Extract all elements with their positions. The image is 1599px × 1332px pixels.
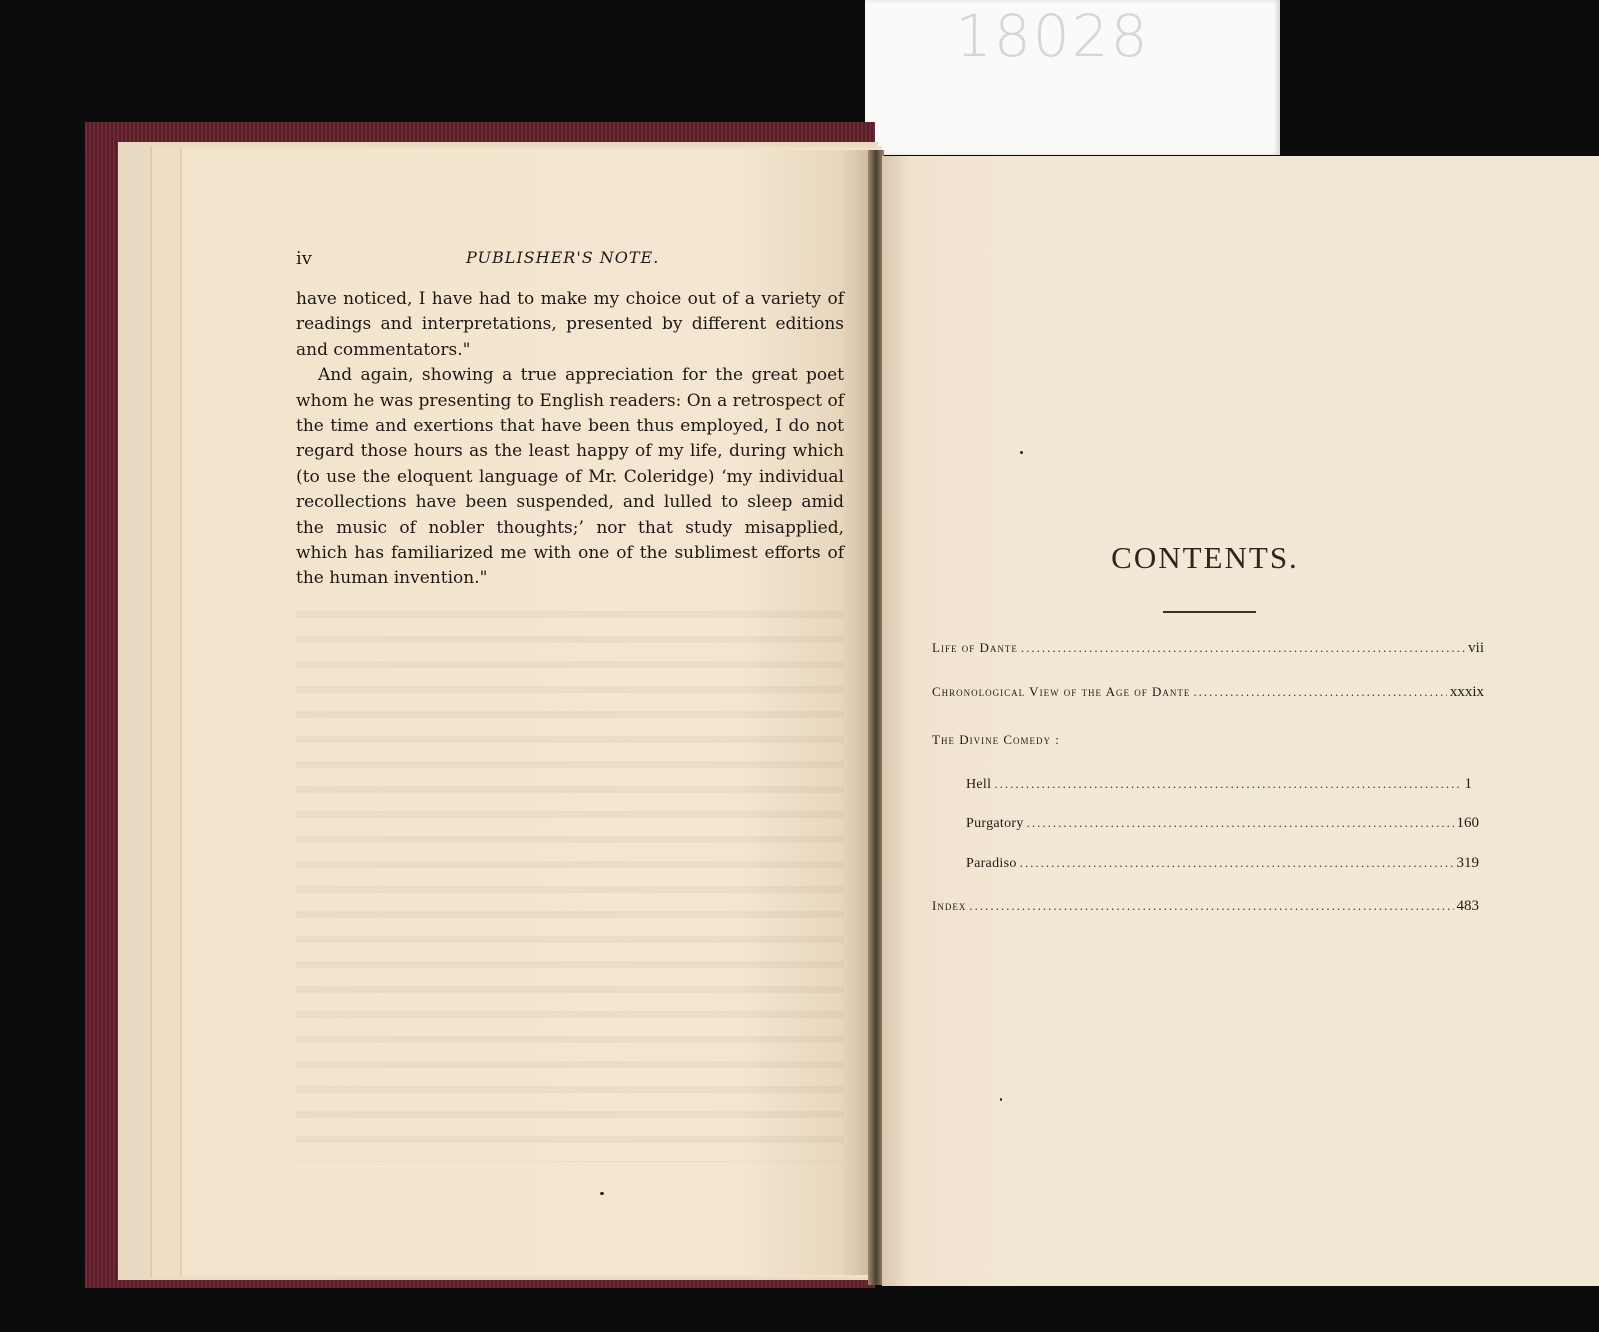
toc-entry-page: xxxix [1449,684,1484,700]
paper-speck [600,1192,604,1195]
toc-entry [932,898,1479,918]
toc-entry-page: 160 [1456,815,1479,831]
paragraph: And again, showing a true appreciation for the great poet whom he was presenting to English readers: On a retrospect of the time and exertions that have been thus employed, I do not regard those hours as the least happy of my life, during which (to use the eloquent language of Mr. Coleridge) ‘my individual recollections have been suspended, and lulled to sleep amid the music of nobler thoughts;’ nor that study misapplied, which has familiarized me with one of the sublimest efforts of the human invention." [296,365,844,589]
toc-entry-label: Paradiso [966,856,1017,871]
toc-entry [932,684,1484,704]
right-page [882,156,1599,1286]
toc-leader [1020,855,1454,871]
bleed-through-text [296,602,844,1162]
toc-sub-entry [966,776,1472,796]
contents-title: CONTENTS. [1111,540,1299,575]
toc-sub-entry [966,815,1479,835]
toc-entry-page: 1 [1464,776,1472,792]
toc-section-heading: The Divine Comedy : [932,732,1060,747]
toc-entry-page: vii [1468,640,1484,656]
body-text [296,287,844,592]
page-number: iv [296,248,312,269]
toc-entry-label: Index [932,898,967,913]
toc-entry-label: Chronological View of the Age of Dante [932,684,1191,699]
title-rule [1163,611,1256,613]
toc-leader [1027,815,1454,831]
toc-leader [994,776,1461,792]
toc-entry [932,640,1484,660]
toc-entry-label: Hell [966,777,992,792]
running-head-title: PUBLISHER'S NOTE. [466,248,660,267]
toc-leader [1021,640,1465,656]
tag-number: 18028 [955,2,1150,70]
paper-speck [1020,451,1023,454]
toc-entry-label: Purgatory [966,816,1024,831]
toc-entry-label: Life of Dante [932,640,1018,655]
inventory-tag [865,0,1280,155]
toc-sub-entry [966,855,1479,875]
toc-leader [1193,684,1446,700]
paragraph: have noticed, I have had to make my choice out of a variety of readings and interpretations, presented by different editions and commentators." [296,289,844,360]
paper-speck [1000,1098,1002,1101]
toc-entry-page: 319 [1456,855,1479,871]
toc-leader [969,898,1453,914]
running-head [296,248,846,276]
toc-entry-page: 483 [1456,898,1479,914]
